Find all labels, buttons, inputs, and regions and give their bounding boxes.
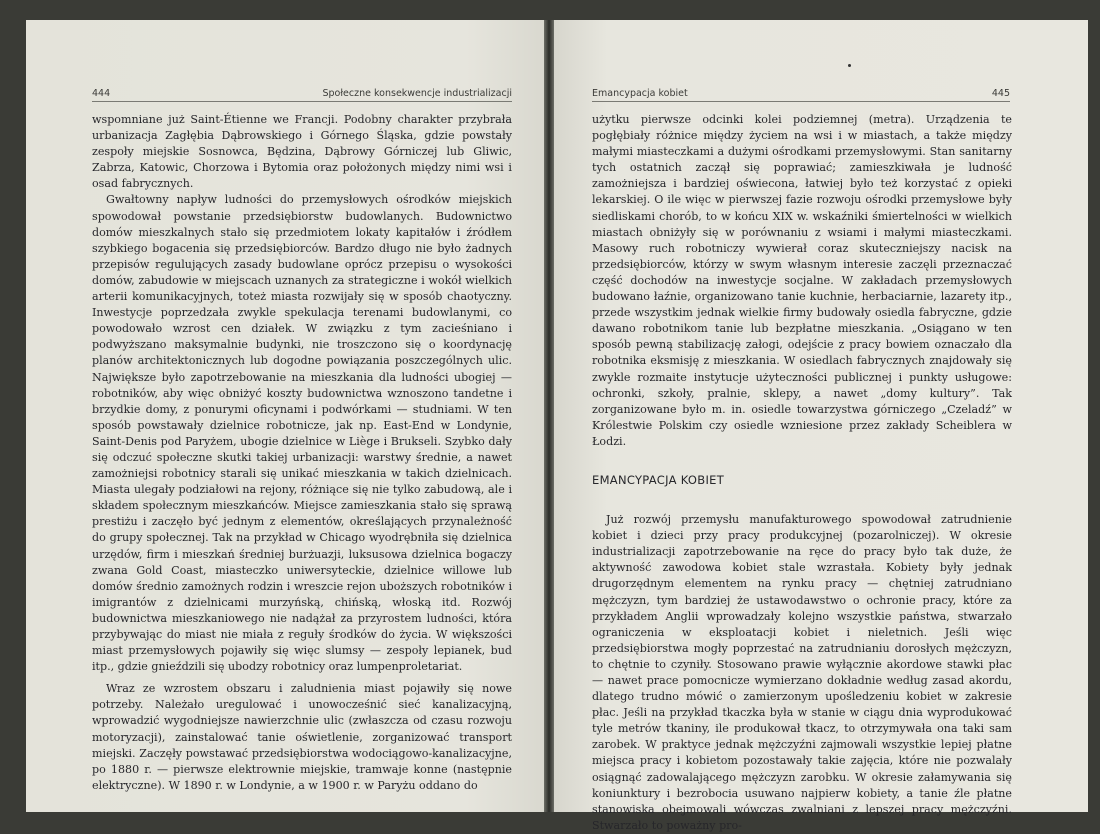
paragraph: wspomniane już Saint-Étienne we Francji. Podobny charakter przybrała urbanizacja Zagłębia Dąbrowskiego i Górnego Śląska, gdzie powstały zespoły miejskie Sosnowca, Będzina, Dąbrowy Górniczej lub Gliwic, Zabrza, Katowic, Chorzowa i Bytomia oraz położonych między nimi wsi i osad fabrycznych. xyxy=(92,113,512,191)
paragraph: Już rozwój przemysłu manufakturowego spowodował zatrudnienie kobiet i dzieci przy pracy produkcyjnej (pozarolniczej). W okresie industrializacji zapotrzebowanie na ręce do pracy było tak duże, że aktywność zawodowa kobiet stale wzrastała. Kobiety były jednak drugorzędnym elementem na rynku pracy — chętniej zatrudniano mężczyzn, tym bardziej że ustawodawstwo o ochronie pracy, które za przykładem Anglii wprowadzały kolejno wszystkie państwa, stwarzało ograniczenia w eksploatacji kobiet i nieletnich. Jeśli więc przedsiębiorstwa mogły poprzestać na zatrudnianiu dorosłych mężczyzn, to chętnie to czyniły. Stosowano prawie wyłącznie akordowe stawki płac — nawet prace pomocnicze wymierzano dokładnie według zasad akordu, dlatego trudno mówić o zamierzonym upośledzeniu kobiet w zakresie płac. Jeśli na przykład tkaczka była w stanie w ciągu dnia wyprodukować tyle metrów tkaniny, ile produkował tkacz, to otrzymywała ona taki sam zarobek. W praktyce jednak mężczyźni zajmowali wszystkie lepiej płatne miejsca pracy i kobietom pozostawały takie zajęcia, które nie pozwalały osiągnąć zadowalającego mężczyzn zarobku. W okresie załamywania się koniunktury i bezrobocia usuwano najpierw kobiety, a tanie źle płatne stanowiska obejmowali wówczas zwalniani z lepszej pracy mężczyźni. Stwarzało to poważny pro- xyxy=(592,513,1012,832)
left-page xyxy=(26,20,544,812)
paragraph: Gwałtowny napływ ludności do przemysłowych ośrodków miejskich spowodował powstanie przedsiębiorstw budowlanych. Budownictwo domów mieszkalnych stało się przedmiotem lokaty kapitałów i źródłem szybkiego bogacenia się przedsiębiorców. Bardzo długo nie było żadnych przepisów regulujących zasady budowlane oprócz przepisu o wysokości domów, zabudowie w miejscach uznanych za strategiczne i wokół wielkich arterii komunikacyjnych, toteż miasta rozwijały się w sposób chaotyczny. Inwestycje poprzedzała zwykle spekulacja terenami budowlanymi, co powodowało wzrost cen działek. W związku z tym zacieśniano i podwyższano maksymalnie budynki, nie troszczono się o koordynację planów architektonicznych lub dogodne powiązania poszczególnych ulic. Największe było zapotrzebowanie na mieszkania dla ludności ubogiej — robotników, aby więc obniżyć koszty budownictwa wznoszono tandetne i brzydkie domy, z ponurymi oficynami i podwórkami — studniami. W ten sposób powstawały dzielnice robotnicze, jak np. East-End w Londynie, Saint-Denis pod Paryżem, ubogie dzielnice w Liège i Brukseli. Szybko dały się odczuć społeczne skutki takiej urbanizacji: warstwy średnie, a nawet zamożniejsi robotnicy starali się unikać mieszkania w takich dzielnicach. Miasta ulegały podziałowi na rejony, różniące się nie tylko zabudową, ale i składem społecznym mieszkańców. Miejsce zamieszkania stało się sprawą prestiżu i zaczęło być jednym z elementów, określających przynależność do grupy społecznej. Tak na przykład w Chicago wyodrębniła się dzielnica urzędów, firm i mieszkań średniej burżuazji, luksusowa dzielnica bogaczy zwana Gold Coast, miasteczko uniwersyteckie, dzielnice willowe lub domów średnio zamożnych rodzin i wreszcie rejon uboższych robotników i imigrantów z dzielnicami murzyńską, chińską, włoską itd. Rozwój budownictwa mieszkaniowego nie nadążał za przyrostem ludności, która przybywając do miast nie miała z reguły środków do życia. W większości miast przemysłowych pojawiły się więc slumsy — zespoły lepianek, bud itp., gdzie gnieździli się ubodzy robotnicy oraz lumpenproletariat. xyxy=(92,193,512,674)
paragraph: użytku pierwsze odcinki kolei podziemnej (metra). Urządzenia te pogłębiały różnice między życiem na wsi i w miastach, a także między małymi miasteczkami a dużymi ośrodkami przemysłowymi. Stan sanitarny tych ostatnich zaczął się poprawiać; zamieszkiwała je ludność zamożniejsza i bardziej oświecona, łatwiej było też korzystać z opieki lekarskiej. O ile więc w pierwszej fazie rozwoju ośrodki przemysłowe były siedliskami chorób, to w końcu XIX w. wskaźniki śmiertelności w wielkich miastach obniżyły się w porównaniu z wsiami i małymi miasteczkami. Masowy ruch robotniczy wywierał coraz skuteczniejszy nacisk na przedsiębiorców, którzy w swym własnym interesie zaczęli przeznaczać część dochodów na inwestycje socjalne. W zakładach przemysłowych budowano łaźnie, organizowano tanie kuchnie, herbaciarnie, lazarety itp., przede wszystkim jednak wielkie firmy budowały osiedla fabryczne, gdzie dawano robotnikom tanie lub bezpłatne mieszkania. „Osiągano w ten sposób pewną stabilizację załogi, odejście z pracy bowiem oznaczało dla robotnika eksmisję z mieszkania. W osiedlach fabrycznych znajdowały się zwykle rozmaite instytucje użyteczności publicznej i punkty usługowe: ochronki, szkoły, pralnie, sklepy, a nawet „domy kultury”. Tak zorganizowane było m. in. osiedle towarzystwa górniczego „Czeladź” w Królestwie Polskim czy osiedle wzniesione przez zakłady Scheiblera w Łodzi. xyxy=(592,113,1012,448)
paragraph: Wraz ze wzrostem obszaru i zaludnienia miast pojawiły się nowe potrzeby. Należało uregulować i unowocześnić sieć kanalizacyjną, wprowadzić wygodniejsze nawierzchnie ulic (zwłaszcza od czasu rozwoju motoryzacji), zainstalować tanie oświetlenie, zorganizować transport miejski. Zaczęły powstawać przedsiębiorstwa wodociągowo-kanalizacyjne, po 1880 r. — pierwsze elektrownie miejskie, tramwaje konne (następnie elektryczne). W 1890 r. w Londynie, a w 1900 r. w Paryżu oddano do xyxy=(92,682,512,792)
left-running-head xyxy=(92,88,512,102)
book-gutter xyxy=(544,20,554,812)
right-running-head xyxy=(592,88,1010,102)
book-spread xyxy=(26,20,1088,832)
right-page-text xyxy=(592,112,1012,834)
right-page xyxy=(554,20,1088,832)
left-running-title: Społeczne konsekwencje industrializacji xyxy=(322,88,512,99)
left-page-number: 444 xyxy=(92,88,111,99)
ink-speck xyxy=(848,64,851,67)
right-running-title: Emancypacja kobiet xyxy=(592,88,688,99)
section-heading: EMANCYPACJA KOBIET xyxy=(592,472,725,487)
right-page-number: 445 xyxy=(991,88,1010,99)
left-page-text xyxy=(92,112,512,794)
